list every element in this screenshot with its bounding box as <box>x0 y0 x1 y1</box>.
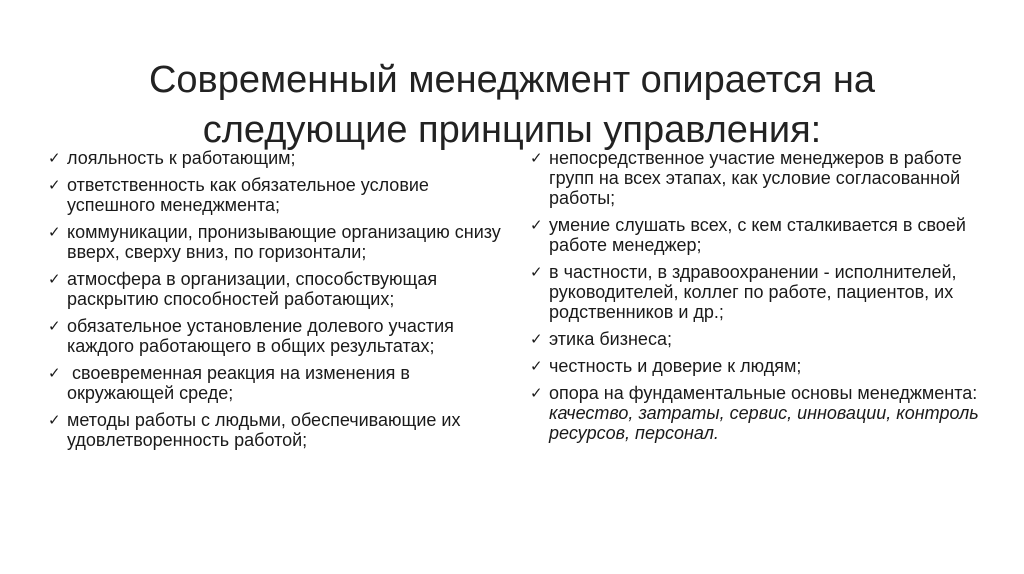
list-item-text: умение слушать всех, с кем сталкивается в своей работе менеджер; <box>549 215 966 255</box>
list-item-text: лояльность к работающим; <box>67 148 296 168</box>
checkmark-icon: ✓ <box>530 357 543 375</box>
list-item-italic-text: качество, затраты, сервис, инновации, контроль ресурсов, персонал. <box>549 403 979 443</box>
list-item-text: в частности, в здравоохранении - исполнителей, руководителей, коллег по работе, пациентов, их родственников и др.; <box>549 262 957 322</box>
checkmark-icon: ✓ <box>48 411 61 429</box>
list-item-text: своевременная реакция на изменения в окружающей среде; <box>67 363 415 403</box>
list-item <box>48 410 510 450</box>
list-item-text: обязательное установление долевого участия каждого работающего в общих результатах; <box>67 316 454 356</box>
list-item-text: этика бизнеса; <box>549 329 672 349</box>
checkmark-icon: ✓ <box>530 263 543 281</box>
checkmark-icon: ✓ <box>530 149 543 167</box>
list-item <box>48 175 510 215</box>
list-item-text: коммуникации, пронизывающие организацию снизу вверх, сверху вниз, по горизонтали; <box>67 222 501 262</box>
checkmark-icon: ✓ <box>48 270 61 288</box>
list-item <box>530 215 1000 255</box>
list-item <box>530 356 1000 376</box>
list-item <box>48 269 510 309</box>
list-item <box>530 329 1000 349</box>
list-item-text: опора на фундаментальные основы менеджмента: <box>549 383 983 403</box>
list-item-text: честность и доверие к людям; <box>549 356 802 376</box>
checkmark-icon: ✓ <box>48 317 61 335</box>
checkmark-icon: ✓ <box>530 384 543 402</box>
list-item <box>530 262 1000 322</box>
list-item-text: непосредственное участие менеджеров в работе групп на всех этапах, как условие согласованной работы; <box>549 148 962 208</box>
right-column <box>530 148 1000 450</box>
list-item <box>48 316 510 356</box>
list-item <box>48 222 510 262</box>
list-item <box>48 148 510 168</box>
checkmark-icon: ✓ <box>530 330 543 348</box>
checkmark-icon: ✓ <box>530 216 543 234</box>
list-item <box>530 383 1000 443</box>
left-column <box>48 148 510 457</box>
principles-list-left <box>48 148 510 450</box>
checkmark-icon: ✓ <box>48 223 61 241</box>
list-item <box>48 363 510 403</box>
checkmark-icon: ✓ <box>48 364 61 382</box>
list-item-text: ответственность как обязательное условие успешного менеджмента; <box>67 175 429 215</box>
list-item-text: атмосфера в организации, способствующая раскрытию способностей работающих; <box>67 269 438 309</box>
principles-list-right <box>530 148 1000 443</box>
list-item-text: методы работы с людьми, обеспечивающие их удовлетворенность работой; <box>67 410 461 450</box>
slide-title: Современный менеджмент опирается на следующие принципы управления: <box>148 59 875 152</box>
list-item <box>530 148 1000 208</box>
checkmark-icon: ✓ <box>48 176 61 194</box>
checkmark-icon: ✓ <box>48 149 61 167</box>
